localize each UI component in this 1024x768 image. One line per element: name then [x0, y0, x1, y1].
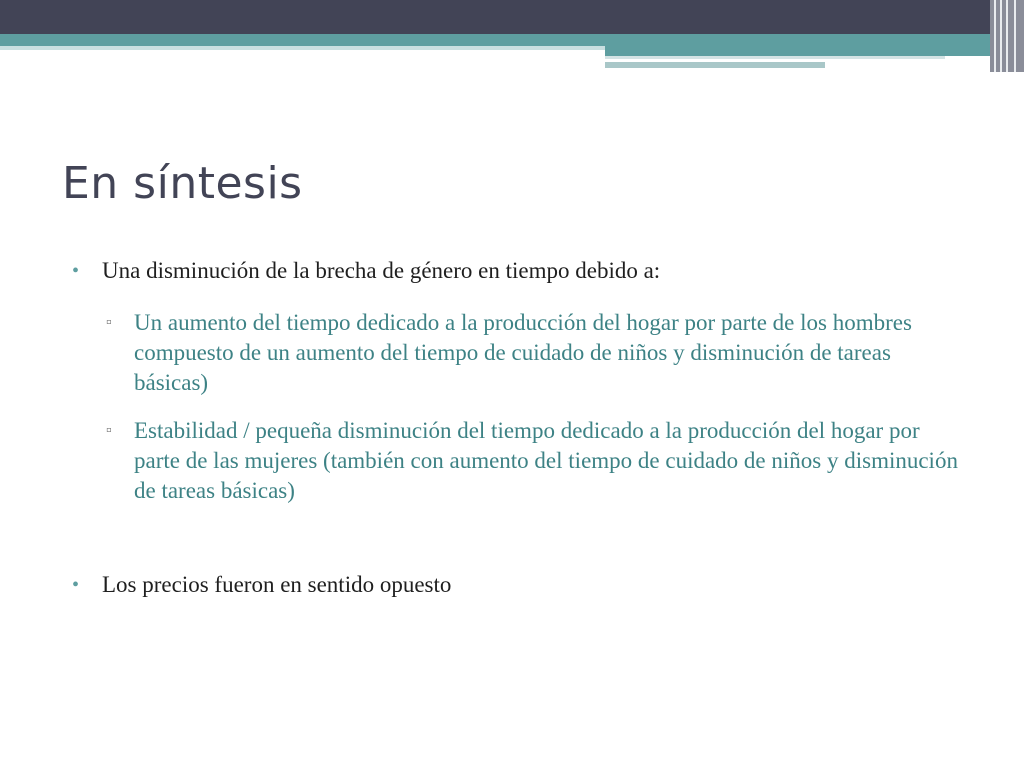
slide-content: [72, 256, 972, 600]
header-band-light: [0, 46, 605, 50]
header-band-gray: [605, 62, 825, 68]
bullet-item: [72, 570, 972, 600]
bullet-dot-icon: •: [72, 574, 80, 596]
header-band-teal-right: [605, 46, 1024, 56]
header-vertical-lines: [990, 0, 1024, 72]
bullet-text: Los precios fueron en sentido opuesto: [102, 572, 452, 597]
slide-title: En síntesis: [62, 158, 303, 209]
header-band-gray-thin: [605, 56, 945, 59]
sub-bullet-text: Estabilidad / pequeña disminución del tiempo dedicado a la producción del hogar por parte de las mujeres (también con aumento del tiempo de cuidado de niños y disminución de tareas básicas): [134, 418, 958, 503]
sub-bullet-square-icon: ▫: [106, 422, 112, 439]
sub-bullet-item: [72, 416, 964, 506]
bullet-item: [72, 256, 972, 286]
header-band-dark: [0, 0, 1024, 34]
sub-bullet-item: [72, 308, 964, 398]
bullet-dot-icon: •: [72, 260, 80, 282]
sub-bullet-square-icon: ▫: [106, 314, 112, 331]
bullet-text: Una disminución de la brecha de género en tiempo debido a:: [102, 258, 661, 283]
header-band-teal: [0, 34, 1024, 46]
sub-bullet-text: Un aumento del tiempo dedicado a la producción del hogar por parte de los hombres compuesto de un aumento del tiempo de cuidado de niños y disminución de tareas básicas): [134, 310, 912, 395]
